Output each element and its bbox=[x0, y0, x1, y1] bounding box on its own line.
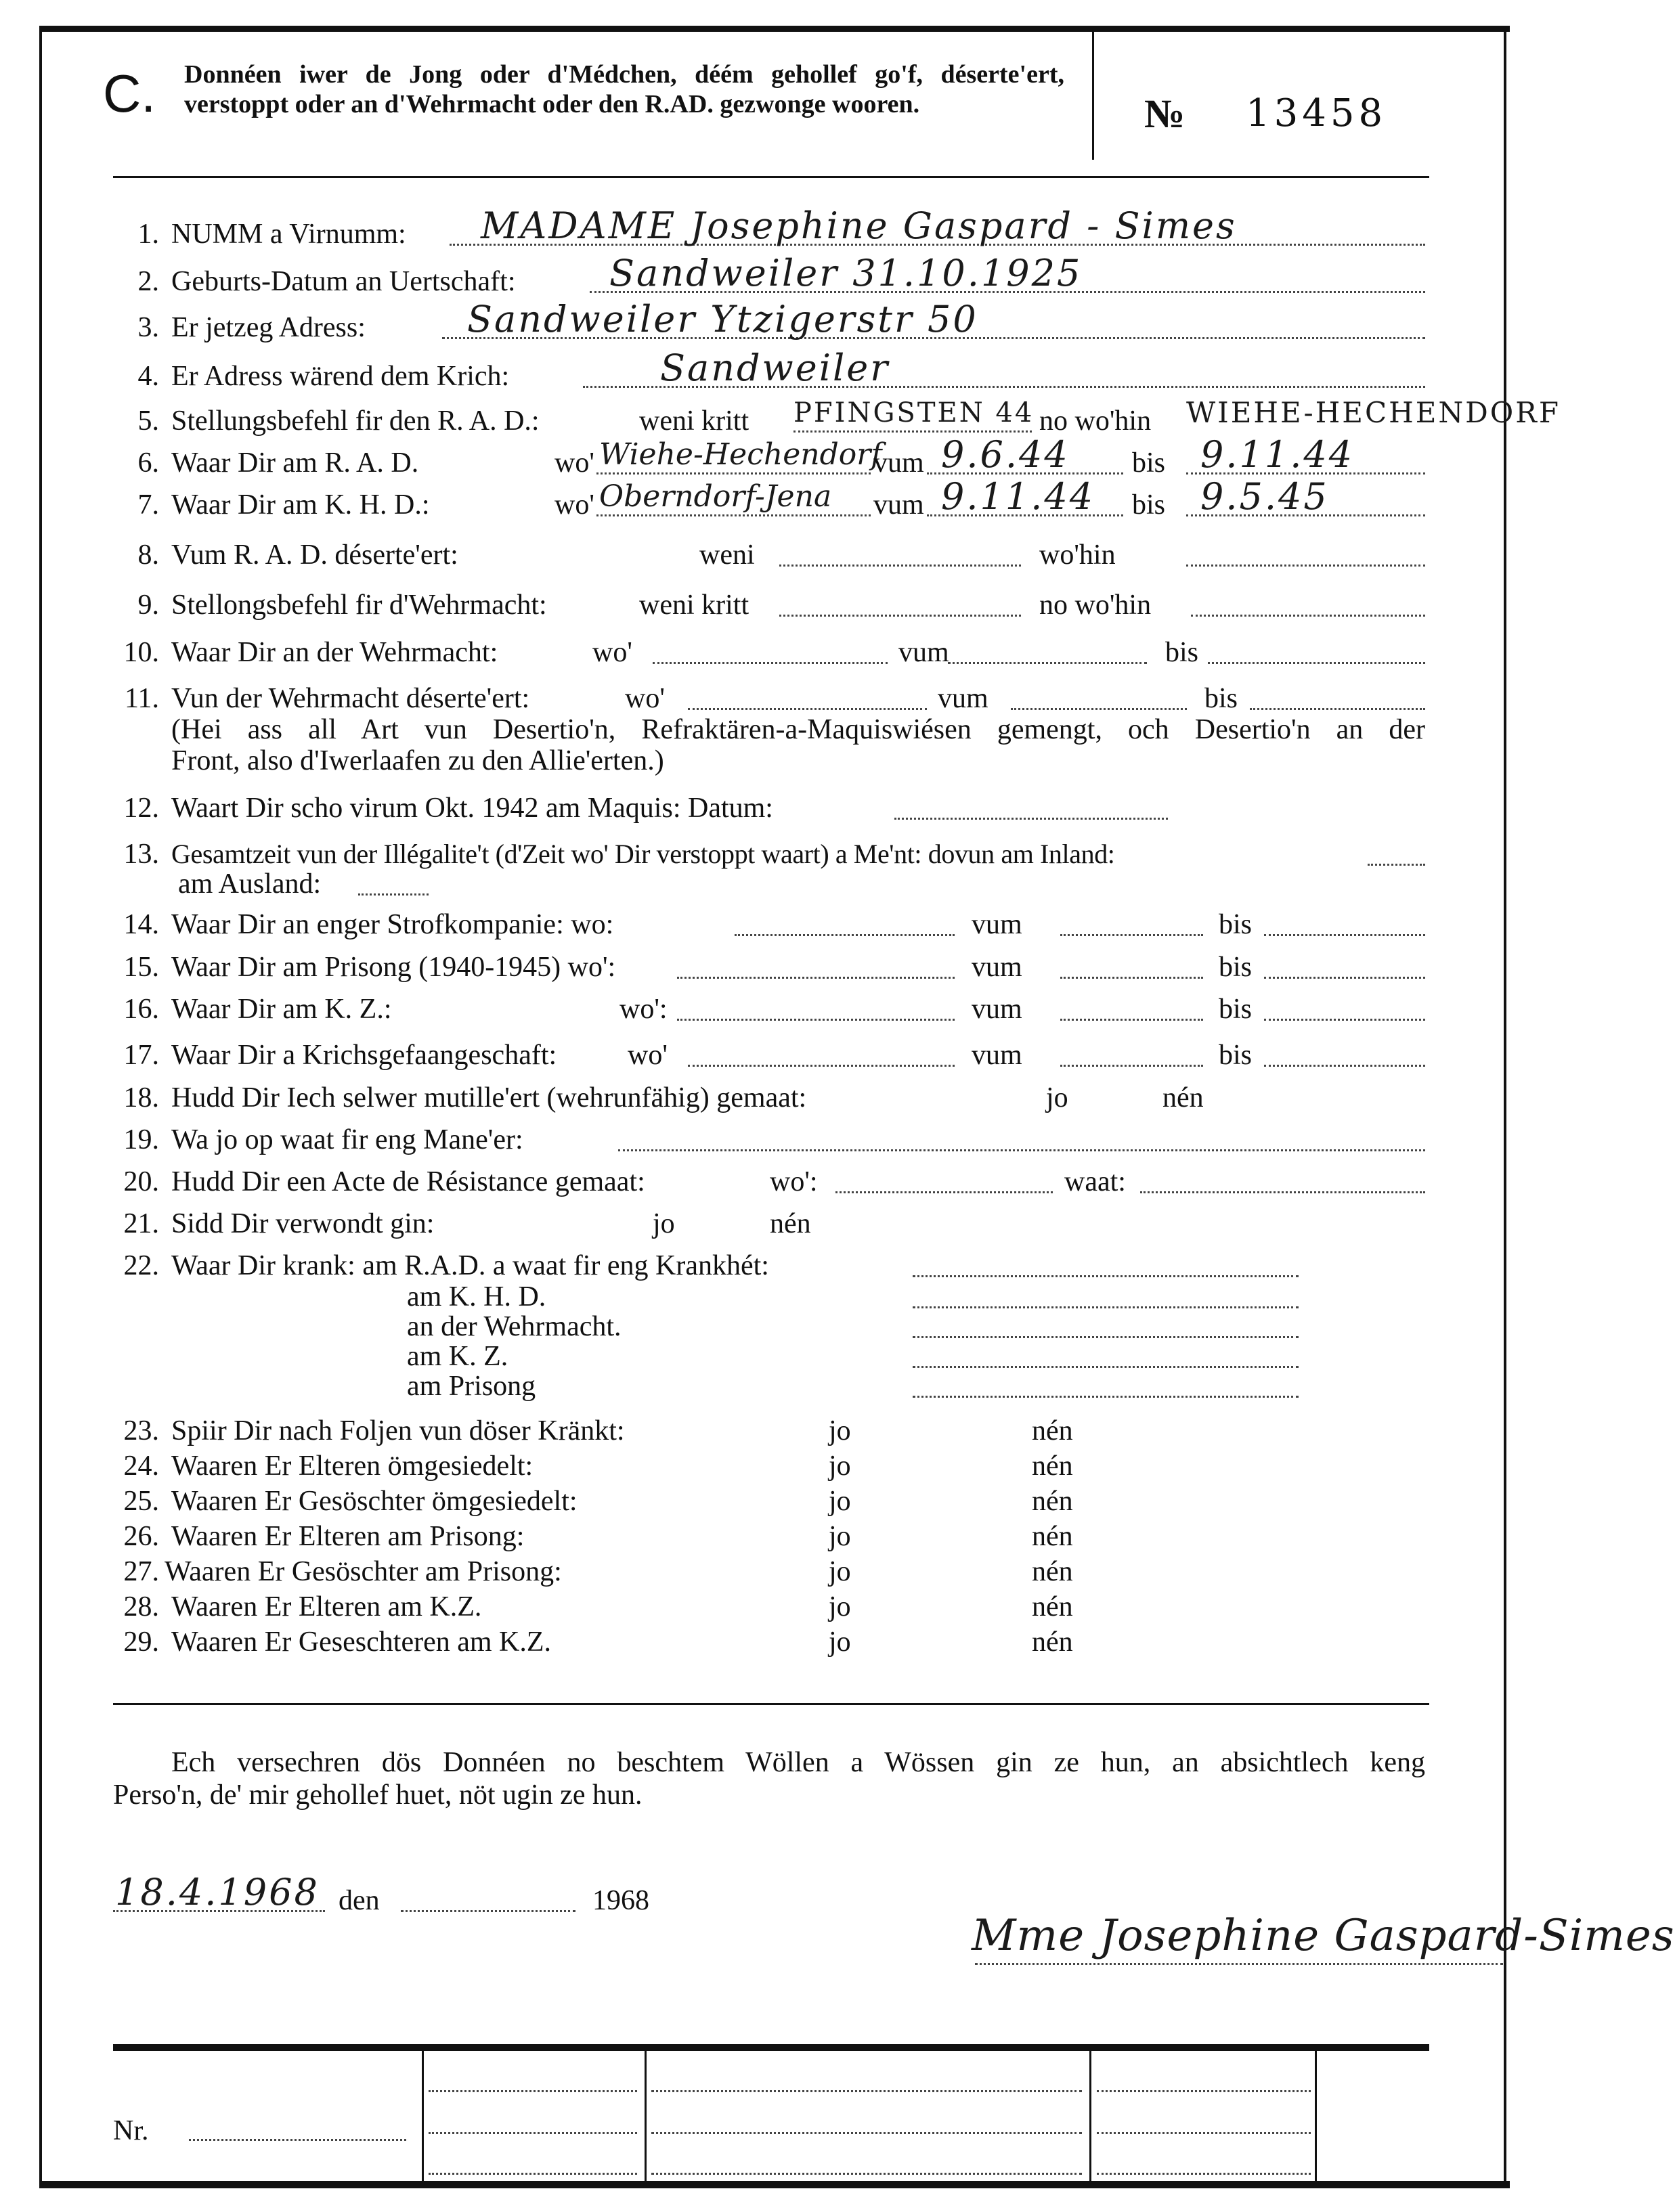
item-number: 14. bbox=[123, 909, 159, 940]
yes-option[interactable]: jo bbox=[1046, 1082, 1068, 1113]
to-label: bis bbox=[1132, 489, 1166, 521]
sickness-field[interactable] bbox=[913, 1275, 1299, 1277]
item-label: Waart Dir scho virum Okt. 1942 am Maquis: Datum: bbox=[171, 793, 773, 824]
item-number: 16. bbox=[123, 994, 159, 1025]
item-war-address bbox=[0, 347, 1517, 393]
sub-label: am Prisong bbox=[407, 1371, 536, 1402]
where-field[interactable] bbox=[653, 662, 888, 664]
item-label: Waar Dir am K. H. D.: bbox=[171, 489, 430, 521]
footer-rule bbox=[113, 2044, 1429, 2051]
item-parents-kz bbox=[0, 1591, 1517, 1623]
declaration-line-2: Perso'n, de' mir gehollef huet, nöt ugin ze hun. bbox=[113, 1779, 643, 1811]
where-value: Wiehe-Hechendorf bbox=[599, 437, 882, 472]
item-parents-prison bbox=[0, 1520, 1517, 1553]
item-maquis bbox=[0, 792, 1517, 824]
no-option[interactable]: nén bbox=[770, 1208, 811, 1239]
item-number: 12. bbox=[123, 793, 159, 824]
item-khd bbox=[0, 475, 1517, 521]
item-number: 20. bbox=[123, 1166, 159, 1197]
yes-option[interactable]: jo bbox=[829, 1486, 851, 1517]
where-label: wo'hin bbox=[1039, 539, 1116, 571]
item-label: Er Adress wärend dem Krich: bbox=[171, 361, 510, 392]
when-label: weni kritt bbox=[639, 590, 749, 621]
item-label: Waar Dir krank: am R.A.D. a waat fir eng Krankhét: bbox=[171, 1250, 769, 1281]
item-label: Waaren Er Gesöschter am Prisong: bbox=[165, 1556, 562, 1587]
table-divider bbox=[1089, 2051, 1091, 2181]
item-number: 28. bbox=[123, 1591, 159, 1622]
from-field[interactable] bbox=[1060, 1019, 1203, 1021]
date-value: 18.4.1968 bbox=[115, 1871, 320, 1914]
to-field[interactable] bbox=[1264, 1065, 1425, 1067]
signature-field[interactable] bbox=[975, 1963, 1503, 1965]
what-field[interactable] bbox=[1140, 1191, 1425, 1193]
item-label: Waar Dir a Krichsgefaangeschaft: bbox=[171, 1040, 557, 1071]
no-option[interactable]: nén bbox=[1032, 1451, 1073, 1482]
table-cell[interactable] bbox=[1097, 2090, 1311, 2092]
item-rad-order bbox=[0, 396, 1561, 437]
item-sick-kz bbox=[0, 1340, 1517, 1373]
item-label: Stellongsbefehl fir d'Wehrmacht: bbox=[171, 590, 547, 621]
yes-option[interactable]: jo bbox=[653, 1208, 675, 1239]
item-label: Waaren Er Elteren am K.Z. bbox=[171, 1591, 482, 1622]
item-label: Waar Dir am Prisong (1940-1945) wo': bbox=[171, 952, 616, 983]
item-wounded bbox=[0, 1208, 1517, 1240]
to-label: bis bbox=[1219, 909, 1253, 940]
where-label: wo' bbox=[625, 683, 665, 714]
item-label: Sidd Dir verwondt gin: bbox=[171, 1208, 435, 1239]
item-number: 15. bbox=[123, 952, 159, 983]
when-field[interactable] bbox=[779, 565, 1021, 567]
sickness-field[interactable] bbox=[913, 1396, 1299, 1398]
from-label: vum bbox=[972, 952, 1022, 983]
where-label: no wo'hin bbox=[1039, 405, 1152, 437]
item-number: 13. bbox=[123, 839, 159, 870]
sub-label: am K. Z. bbox=[407, 1341, 508, 1372]
item-label: Waar Dir an der Wehrmacht: bbox=[171, 637, 498, 668]
to-label: bis bbox=[1165, 637, 1199, 668]
item-label: Wa jo op waat fir eng Mane'er: bbox=[171, 1124, 523, 1155]
table-divider bbox=[422, 2051, 424, 2181]
where-field[interactable] bbox=[1186, 565, 1425, 567]
item-rad bbox=[0, 433, 1517, 479]
table-cell[interactable] bbox=[651, 2173, 1082, 2175]
item-label: Hudd Dir een Acte de Résistance gemaat: bbox=[171, 1166, 645, 1197]
when-label: weni kritt bbox=[639, 405, 749, 437]
table-divider bbox=[645, 2051, 647, 2181]
item-sick bbox=[0, 1249, 1517, 1282]
when-value: PFINGSTEN 44 bbox=[793, 397, 1035, 428]
to-field[interactable] bbox=[1208, 662, 1425, 664]
item-sick-prison bbox=[0, 1370, 1517, 1402]
item-number: 3. bbox=[137, 312, 159, 343]
item-address bbox=[0, 298, 1517, 344]
to-field[interactable] bbox=[1264, 1019, 1425, 1021]
no-option[interactable]: nén bbox=[1032, 1521, 1073, 1552]
where-label: wo' bbox=[554, 447, 594, 479]
item-consequences bbox=[0, 1415, 1517, 1447]
item-number: 1. bbox=[137, 219, 159, 250]
what-label: waat: bbox=[1064, 1166, 1126, 1197]
item-label: Gesamtzeit vun der Illégalite't (d'Zeit wo' Dir verstoppt waart) a Me'nt: dovun am Inland: bbox=[171, 839, 1115, 869]
from-field[interactable] bbox=[1060, 934, 1203, 936]
to-label: bis bbox=[1132, 447, 1166, 479]
to-field[interactable] bbox=[1250, 708, 1425, 710]
when-field[interactable] bbox=[779, 615, 1021, 617]
where-label: wo' bbox=[628, 1040, 668, 1071]
from-label: vum bbox=[972, 994, 1022, 1025]
item-parents-resettled bbox=[0, 1450, 1517, 1482]
from-field[interactable] bbox=[948, 662, 1147, 664]
to-label: bis bbox=[1219, 952, 1253, 983]
sickness-field[interactable] bbox=[913, 1366, 1299, 1368]
to-label: bis bbox=[1219, 994, 1253, 1025]
table-cell[interactable] bbox=[429, 2132, 637, 2134]
item-number: 29. bbox=[123, 1627, 159, 1658]
yes-option[interactable]: jo bbox=[829, 1556, 851, 1587]
item-label: Hudd Dir Iech selwer mutille'ert (wehrunfähig) gemaat: bbox=[171, 1082, 807, 1113]
nr-label: Nr. bbox=[113, 2115, 149, 2146]
where-field[interactable] bbox=[688, 708, 927, 710]
from-field[interactable] bbox=[1060, 977, 1203, 979]
abroad-field[interactable] bbox=[358, 893, 429, 895]
item-number: 6. bbox=[137, 447, 159, 479]
item-manner bbox=[0, 1124, 1517, 1156]
item-label: Waaren Er Elteren ömgesiedelt: bbox=[171, 1451, 534, 1482]
item-number: 10. bbox=[123, 637, 159, 668]
item-number: 21. bbox=[123, 1208, 159, 1239]
item-number: 7. bbox=[137, 489, 159, 521]
where-label: wo' bbox=[592, 637, 632, 668]
item-wehrmacht-order bbox=[0, 589, 1517, 621]
table-cell[interactable] bbox=[429, 2090, 637, 2092]
from-label: vum bbox=[938, 683, 988, 714]
item-wehrmacht bbox=[0, 636, 1517, 669]
header-divider bbox=[1092, 31, 1094, 160]
nr-field[interactable] bbox=[189, 2139, 406, 2141]
item-self-mutilation bbox=[0, 1082, 1517, 1114]
to-field[interactable] bbox=[1264, 934, 1425, 936]
no-option[interactable]: nén bbox=[1032, 1556, 1073, 1587]
item-siblings-resettled bbox=[0, 1485, 1517, 1518]
item-number: 5. bbox=[137, 405, 159, 437]
no-option[interactable]: nén bbox=[1032, 1486, 1073, 1517]
item-label: Waaren Er Geseschteren am K.Z. bbox=[171, 1627, 552, 1658]
item-number: 18. bbox=[123, 1082, 159, 1113]
where-label: wo': bbox=[770, 1166, 818, 1197]
item-siblings-kz bbox=[0, 1626, 1517, 1658]
den-label: den bbox=[339, 1885, 380, 1916]
where-field[interactable] bbox=[677, 977, 955, 979]
to-label: bis bbox=[1204, 683, 1238, 714]
yes-option[interactable]: jo bbox=[829, 1415, 851, 1446]
item-number: 11. bbox=[125, 683, 159, 714]
sub-label: an der Wehrmacht. bbox=[407, 1311, 622, 1342]
yes-option[interactable]: jo bbox=[829, 1627, 851, 1658]
sickness-field[interactable] bbox=[913, 1336, 1299, 1338]
item-number: 27. bbox=[123, 1556, 159, 1587]
no-option[interactable]: nén bbox=[1032, 1627, 1073, 1658]
item-label: Stellungsbefehl fir den R. A. D.: bbox=[171, 405, 540, 437]
item-kz bbox=[0, 993, 1517, 1025]
item-pow bbox=[0, 1039, 1517, 1071]
from-label: vum bbox=[972, 909, 1022, 940]
item-number: 25. bbox=[123, 1486, 159, 1517]
signature-row bbox=[0, 1911, 1675, 1970]
item-birth bbox=[0, 252, 1517, 298]
manner-field[interactable] bbox=[618, 1149, 1425, 1151]
bottom-border bbox=[39, 2181, 1510, 2188]
yes-option[interactable]: jo bbox=[829, 1521, 851, 1552]
item-prison bbox=[0, 951, 1517, 983]
table-cell[interactable] bbox=[651, 2132, 1082, 2134]
where-field[interactable] bbox=[1191, 615, 1425, 617]
item-wehrmacht-deserted bbox=[0, 682, 1517, 715]
where-field[interactable] bbox=[688, 1065, 955, 1067]
table-cell[interactable] bbox=[1097, 2132, 1311, 2134]
from-field[interactable] bbox=[1011, 708, 1187, 710]
item-label: Geburts-Datum an Uertschaft: bbox=[171, 266, 516, 297]
header-rule bbox=[113, 176, 1429, 178]
yes-option[interactable]: jo bbox=[829, 1451, 851, 1482]
signature: Mme Josephine Gaspard-Simes bbox=[972, 1911, 1675, 1961]
sickness-field[interactable] bbox=[913, 1306, 1299, 1308]
item-label: Waar Dir an enger Strofkompanie: wo: bbox=[171, 909, 614, 940]
item-label: Vum R. A. D. déserte'ert: bbox=[171, 539, 458, 571]
item-rad-deserted bbox=[0, 539, 1517, 571]
item-sick-wehrmacht bbox=[0, 1310, 1517, 1343]
where-label: wo': bbox=[619, 994, 668, 1025]
year-label: 1968 bbox=[592, 1885, 649, 1916]
to-label: bis bbox=[1219, 1040, 1253, 1071]
item-label: Waaren Er Gesöschter ömgesiedelt: bbox=[171, 1486, 578, 1517]
item-number: 4. bbox=[137, 361, 159, 392]
item-siblings-prison bbox=[0, 1555, 1517, 1588]
where-field[interactable] bbox=[835, 1191, 1053, 1193]
no-option[interactable]: nén bbox=[1162, 1082, 1204, 1113]
top-border bbox=[39, 26, 1510, 32]
item-label: Waar Dir am R. A. D. bbox=[171, 447, 419, 479]
table-cell[interactable] bbox=[429, 2173, 637, 2175]
item-name bbox=[0, 204, 1517, 250]
table-cell[interactable] bbox=[651, 2090, 1082, 2092]
where-value: Oberndorf-Jena bbox=[599, 479, 832, 514]
from-value: 9.6.44 bbox=[941, 433, 1070, 476]
from-field[interactable] bbox=[1060, 1065, 1203, 1067]
item-illegality bbox=[0, 838, 1517, 870]
desertion-note-2: Front, also d'Iwerlaafen zu den Allie'erten.) bbox=[171, 745, 664, 776]
day-field[interactable] bbox=[401, 1910, 575, 1912]
item-resistance bbox=[0, 1166, 1517, 1198]
from-value: 9.11.44 bbox=[941, 475, 1095, 518]
item-label: Vun der Wehrmacht déserte'ert: bbox=[171, 683, 530, 714]
from-label: vum bbox=[898, 637, 949, 668]
item-label: Waar Dir am K. Z.: bbox=[171, 994, 392, 1025]
number-sign: № bbox=[1144, 91, 1185, 136]
where-field[interactable] bbox=[735, 934, 955, 936]
item-number: 8. bbox=[137, 539, 159, 571]
no-option[interactable]: nén bbox=[1032, 1591, 1073, 1622]
section-letter: C. bbox=[103, 64, 156, 123]
yes-option[interactable]: jo bbox=[829, 1591, 851, 1622]
desertion-note: (Hei ass all Art vun Desertio'n, Refraktären-a-Maquiswiésen gemengt, och Desertio'n an der bbox=[171, 714, 1425, 745]
item-label: am Ausland: bbox=[178, 868, 322, 900]
item-sick-khd bbox=[0, 1281, 1517, 1313]
item-number: 2. bbox=[137, 266, 159, 297]
item-number: 24. bbox=[123, 1451, 159, 1482]
table-divider bbox=[1315, 2051, 1317, 2181]
inland-field[interactable] bbox=[1368, 864, 1425, 866]
item-label: Waaren Er Elteren am Prisong: bbox=[171, 1521, 525, 1552]
name-value: MADAME Josephine Gaspard - Simes bbox=[481, 204, 1237, 247]
sub-label: am K. H. D. bbox=[407, 1281, 546, 1312]
table-cell[interactable] bbox=[1097, 2173, 1311, 2175]
war-address-value: Sandweiler bbox=[660, 347, 890, 389]
form-title: Donnéen iwer de Jong oder d'Médchen, déém gehollef go'f, déserte'ert, verstoppt oder an d'Wehrmacht oder den R.AD. gezwonge wooren. bbox=[184, 60, 1064, 118]
item-number: 23. bbox=[123, 1415, 159, 1446]
from-label: vum bbox=[873, 489, 924, 521]
to-field[interactable] bbox=[1264, 977, 1425, 979]
birth-value: Sandweiler 31.10.1925 bbox=[609, 252, 1083, 294]
item-penal-company bbox=[0, 908, 1517, 941]
from-label: vum bbox=[873, 447, 924, 479]
item-number: 22. bbox=[123, 1250, 159, 1281]
section-rule bbox=[113, 1703, 1429, 1705]
to-value: 9.5.45 bbox=[1200, 475, 1329, 518]
when-label: weni bbox=[699, 539, 755, 571]
address-value: Sandweiler Ytzigerstr 50 bbox=[467, 298, 978, 340]
form-number: 13458 bbox=[1246, 91, 1387, 135]
date-field[interactable] bbox=[894, 818, 1168, 820]
item-number: 26. bbox=[123, 1521, 159, 1552]
no-option[interactable]: nén bbox=[1032, 1415, 1073, 1446]
item-label: NUMM a Virnumm: bbox=[171, 219, 406, 250]
item-label: Er jetzeg Adress: bbox=[171, 312, 366, 343]
from-label: vum bbox=[972, 1040, 1022, 1071]
where-field[interactable] bbox=[677, 1019, 955, 1021]
to-value: 9.11.44 bbox=[1200, 433, 1355, 476]
where-label: wo' bbox=[554, 489, 594, 521]
where-label: no wo'hin bbox=[1039, 590, 1152, 621]
where-value: WIEHE-HECHENDORF bbox=[1186, 396, 1561, 429]
item-number: 17. bbox=[123, 1040, 159, 1071]
item-label: Spiir Dir nach Foljen vun döser Kränkt: bbox=[171, 1415, 625, 1446]
item-number: 9. bbox=[137, 590, 159, 621]
declaration-line-1: Ech versechren dös Donnéen no beschtem Wöllen a Wössen gin ze hun, an absichtlech keng bbox=[171, 1747, 1425, 1778]
item-number: 19. bbox=[123, 1124, 159, 1155]
item-illegality-abroad bbox=[0, 868, 1517, 900]
